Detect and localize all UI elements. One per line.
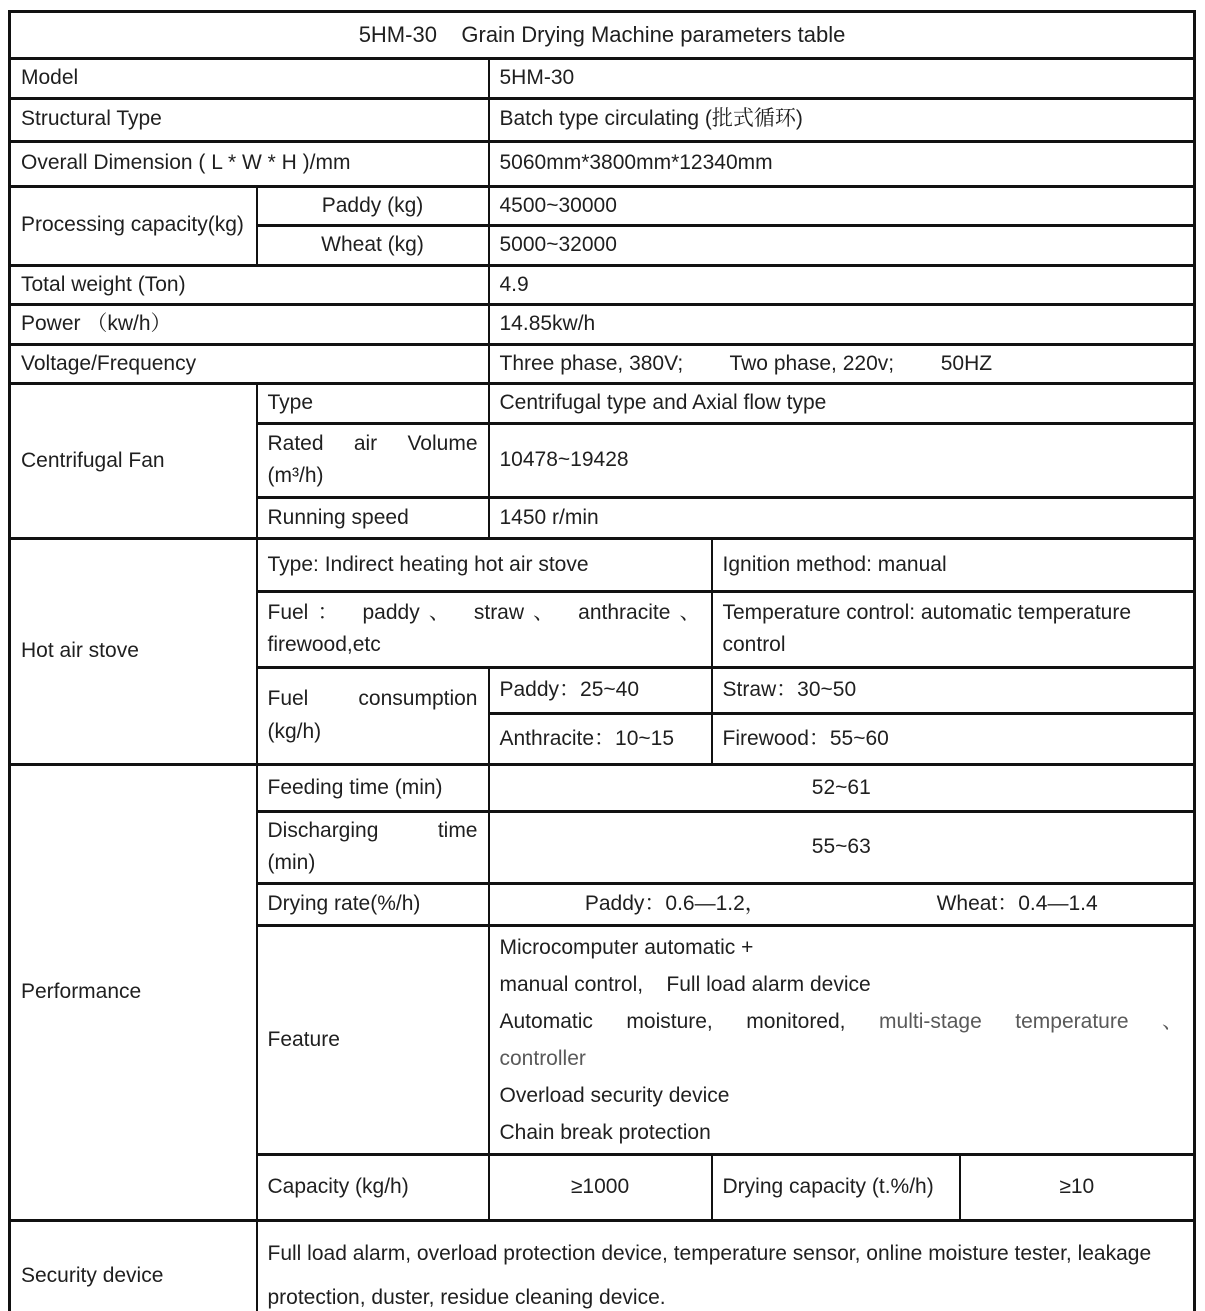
drying-rate-value [489,883,1195,925]
drying-rate-label: Drying rate(%/h) [257,883,489,925]
security-device-label: Security device [10,1220,257,1311]
paddy-capacity-label: Paddy (kg) [257,186,489,226]
feature-lines [500,929,1184,1151]
total-weight-value: 4.9 [489,265,1195,305]
drying-rate-values [500,888,1184,921]
capacity-value: ≥1000 [489,1154,712,1220]
feature-line-3 [500,1003,1184,1040]
hot-air-stove-label: Hot air stove [10,538,257,764]
fuel-firewood-value: Firewood：55~60 [712,713,1195,764]
wheat-capacity-label: Wheat (kg) [257,226,489,266]
structural-type-label: Structural Type [10,98,489,141]
drying-rate-paddy: Paddy：0.6—1.2， [584,892,766,916]
overall-dimension-value: 5060mm*3800mm*12340mm [489,141,1195,186]
total-weight-label: Total weight (Ton) [10,265,489,305]
feeding-time-label: Feeding time (min) [257,764,489,811]
discharging-time-value: 55~63 [489,811,1195,883]
feature-value [489,925,1195,1154]
voltage-frequency-value: Three phase, 380V; Two phase, 220v; 50HZ [489,344,1195,384]
drying-capacity-label: Drying capacity (t.%/h) [712,1154,960,1220]
feeding-time-row [10,764,1195,811]
stove-type-row [10,538,1195,591]
table-title: 5HM-30 Grain Drying Machine parameters table [10,12,1195,59]
feature-label: Feature [257,925,489,1154]
rated-air-volume-label: Rated air Volume (m³/h) [257,423,489,497]
security-device-value: Full load alarm, overload protection device, temperature sensor, online moisture tester, leakage protection, duster, residue cleaning device. [257,1220,1195,1311]
fuel-anthracite-value: Anthracite：10~15 [489,713,712,764]
feature-line-4: controller [499,1046,586,1070]
feature-line-2: manual control, Full load alarm device [499,972,871,996]
centrifugal-fan-label: Centrifugal Fan [10,384,257,539]
fuel-consumption-label: Fuel consumption (kg/h) [257,667,489,764]
capacity-label: Capacity (kg/h) [257,1154,489,1220]
stove-type-value: Type: Indirect heating hot air stove [257,538,712,591]
performance-label: Performance [10,764,257,1220]
overall-dimension-label: Overall Dimension ( L * W * H )/mm [10,141,489,186]
running-speed-value: 1450 r/min [489,497,1195,538]
fan-type-value: Centrifugal type and Axial flow type [489,384,1195,424]
feature-line-3-dark: Automatic moisture, monitored, [499,1009,846,1033]
model-label: Model [10,59,489,99]
voltage-frequency-row [10,344,1195,384]
stove-temperature-value: Temperature control: automatic temperature control [712,591,1195,667]
processing-paddy-row [10,186,1195,226]
power-value: 14.85kw/h [489,305,1195,345]
drying-capacity-value: ≥10 [960,1154,1195,1220]
model-row [10,59,1195,99]
fan-type-row [10,384,1195,424]
stove-fuel-value: Fuel： paddy、 straw、 anthracite、 firewood,etc [257,591,712,667]
power-label: Power （kw/h） [10,305,489,345]
structural-type-value: Batch type circulating (批式循环) [489,98,1195,141]
fuel-paddy-value: Paddy：25~40 [489,667,712,713]
total-weight-row [10,265,1195,305]
fuel-straw-value: Straw：30~50 [712,667,1195,713]
power-row [10,305,1195,345]
feature-line-6: Chain break protection [499,1120,711,1144]
overall-dimension-row [10,141,1195,186]
discharging-time-label: Discharging time (min) [257,811,489,883]
title-row [10,12,1195,59]
feeding-time-value: 52~61 [489,764,1195,811]
processing-capacity-label: Processing capacity(kg) [10,186,257,265]
feature-line-5: Overload security device [499,1083,730,1107]
feature-line-1: Microcomputer automatic + [499,935,754,959]
paddy-capacity-value: 4500~30000 [489,186,1195,226]
fan-type-label: Type [257,384,489,424]
voltage-frequency-label: Voltage/Frequency [10,344,489,384]
drying-rate-wheat: Wheat：0.4—1.4 [936,892,1098,916]
structural-type-row [10,98,1195,141]
parameters-table [8,10,1196,1311]
rated-air-volume-value: 10478~19428 [489,423,1195,497]
feature-line-3-muted: multi-stage temperature 、 [879,1009,1184,1033]
security-device-row [10,1220,1195,1311]
running-speed-label: Running speed [257,497,489,538]
wheat-capacity-value: 5000~32000 [489,226,1195,266]
stove-ignition-value: Ignition method: manual [712,538,1195,591]
model-value: 5HM-30 [489,59,1195,99]
